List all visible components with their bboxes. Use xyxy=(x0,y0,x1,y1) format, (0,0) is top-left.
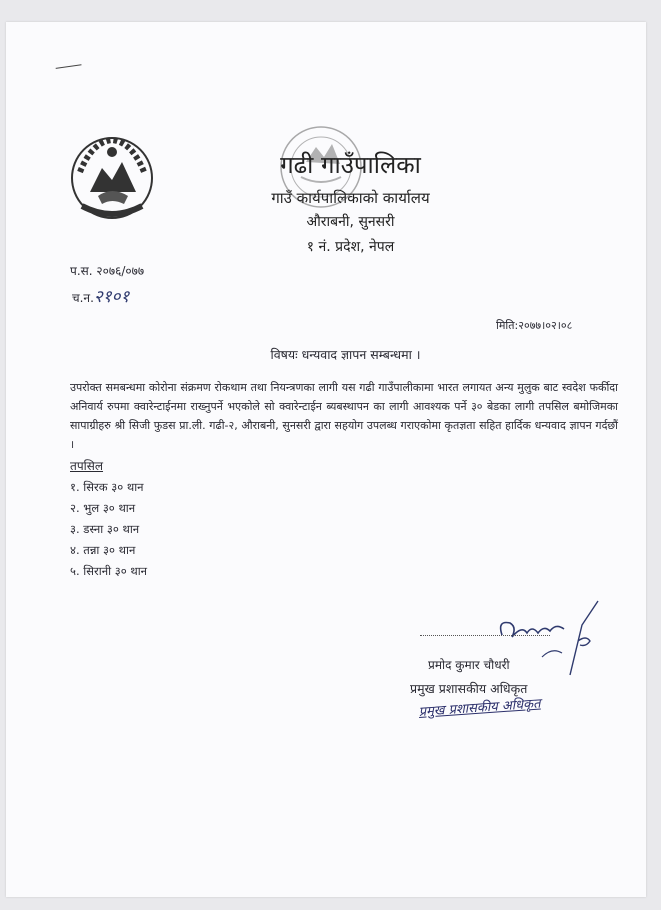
letter-subject: विषयः धन्यवाद ज्ञापन सम्बन्धमा । xyxy=(270,347,421,362)
fiscal-year: प.स. २०७६/०७७ xyxy=(70,264,145,278)
signature-line xyxy=(420,635,550,636)
org-name: गढी गाउँपालिका xyxy=(280,151,421,179)
annex-list xyxy=(70,477,147,582)
office-name: गाउँ कार्यपालिकाको कार्यालय xyxy=(271,189,430,207)
list-item: २. भुल ३० थान xyxy=(70,501,136,515)
office-province: १ नं. प्रदेश, नेपल xyxy=(306,239,395,255)
designation-stamp: प्रमुख प्रशासकीय अधिकृत xyxy=(418,696,542,720)
office-place: औराबनी, सुनसरी xyxy=(306,214,395,230)
dispatch-number xyxy=(72,284,129,307)
letter-date: मिति:२०७७।०२।०८ xyxy=(496,319,573,332)
signer-name: प्रमोद कुमार चौधरी xyxy=(428,658,510,672)
dispatch-label: च.न. xyxy=(72,291,94,305)
list-item: ३. डस्ना ३० थान xyxy=(70,522,140,536)
annex-title: तपसिल xyxy=(70,459,104,473)
list-item: १. सिरक ३० थान xyxy=(70,480,144,494)
letter-body: उपरोक्त समबन्धमा कोरोना संक्रमण रोकथाम तथा नियन्त्रणका लागी यस गढी गाउँपालीकामा भारत लगायत अन्य मुलुक बाट स्वदेश फर्कीदा अनिवार्य रुपमा क्वारेन्टाईनमा राख्नुपर्ने भएकोले सो क्वारेन्टाईन ब्यबस्थापन का लागी आवश्यक पर्ने ३० बेडका लागी तपसिल बमोजिमका सापाग्रीहरु श्री सिजी फुडस प्रा.ली. गढी-२, औराबनी, सुनसरी द्वारा सहयोग उपलब्ध गराएकोमा कृतज्ञता सहित हार्दिक धन्यवाद ज्ञापन गर्दछौं । xyxy=(70,381,618,451)
signer-designation: प्रमुख प्रशासकीय अधिकृत xyxy=(410,681,528,696)
list-item: ४. तन्ना ३० थान xyxy=(70,543,136,557)
dispatch-value: २१०१ xyxy=(93,287,130,307)
list-item: ५. सिरानी ३० थान xyxy=(70,564,148,578)
